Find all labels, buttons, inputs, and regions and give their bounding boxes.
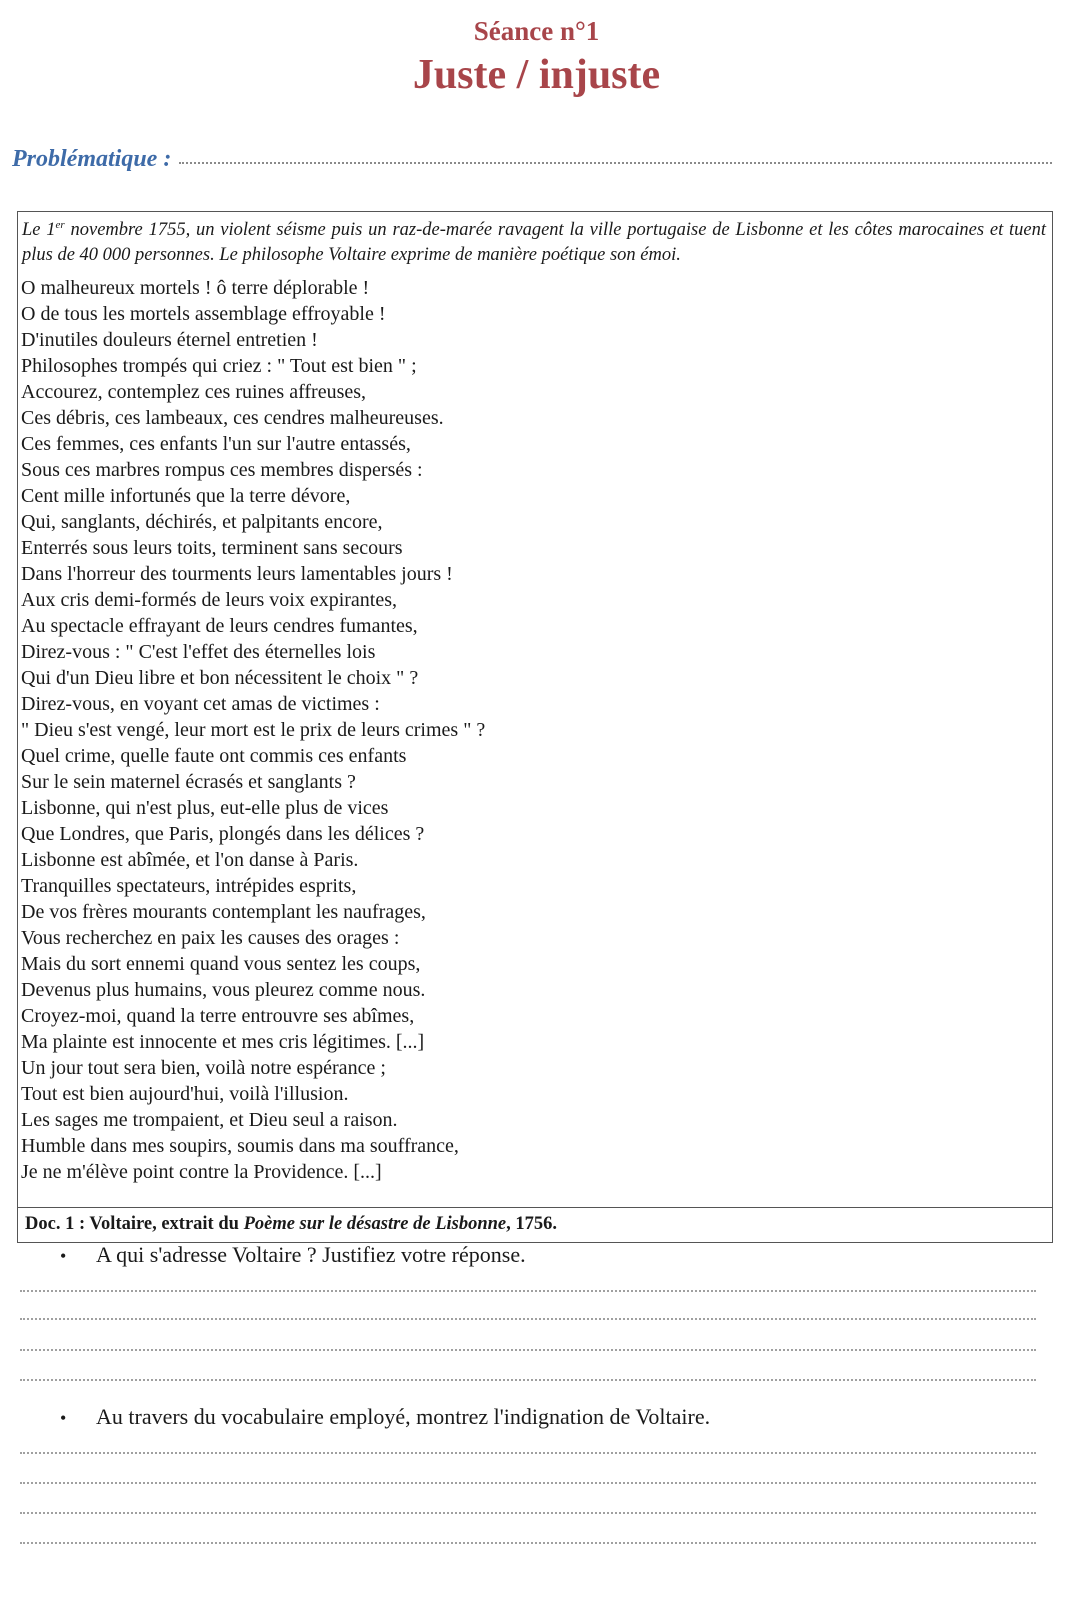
bullet-icon: • [60,1408,67,1428]
answer-line[interactable] [20,1290,1036,1292]
poem-line: Un jour tout sera bien, voilà notre espérance ; [21,1057,386,1079]
document-intro [22,218,1046,268]
poem-line: Accourez, contemplez ces ruines affreuses, [21,381,367,403]
poem-line: Les sages me trompaient, et Dieu seul a raison. [21,1109,398,1131]
poem-line: Croyez-moi, quand la terre entrouvre ses abîmes, [21,1005,415,1027]
poem-line: " Dieu s'est vengé, leur mort est le prix de leurs crimes " ? [21,719,486,741]
poem-line: Cent mille infortunés que la terre dévore, [21,485,351,507]
poem-line: Vous recherchez en paix les causes des orages : [21,927,400,949]
poem-line: Au spectacle effrayant de leurs cendres fumantes, [21,615,418,637]
poem-line: Aux cris demi-formés de leurs voix expirantes, [21,589,398,611]
problematique-row [12,146,1052,173]
answer-line[interactable] [20,1318,1036,1320]
poem-line: Qui, sanglants, déchirés, et palpitants encore, [21,511,383,533]
problematique-label: Problématique : [12,146,172,172]
poem-line: Direz-vous, en voyant cet amas de victimes : [21,693,380,715]
poem-line: Lisbonne, qui n'est plus, eut-elle plus de vices [21,797,389,819]
question-text: Au travers du vocabulaire employé, montrez l'indignation de Voltaire. [96,1404,711,1429]
poem-line: De vos frères mourants contemplant les naufrages, [21,901,426,923]
poem-line: Ces femmes, ces enfants l'un sur l'autre entassés, [21,433,411,455]
answer-line[interactable] [20,1482,1036,1484]
poem-line: Tout est bien aujourd'hui, voilà l'illusion. [21,1083,349,1105]
page-title: Juste / injuste [412,52,661,98]
poem-line: Tranquilles spectateurs, intrépides esprits, [21,875,357,897]
intro-text: novembre 1755, un violent séisme puis un raz-de-marée ravagent la ville portugaise de Lisbonne et les côtes marocaines et tuent plus de 40 000 personnes. Le philosophe Voltaire exprime de manière poétique son émoi. [22,220,1046,265]
poem-line: D'inutiles douleurs éternel entretien ! [21,329,318,351]
session-number: Séance n°1 [473,16,600,46]
caption-suffix: , 1756. [506,1214,558,1234]
poem-line: O de tous les mortels assemblage effroyable ! [21,303,386,325]
poem-line: Enterrés sous leurs toits, terminent sans secours [21,537,403,559]
intro-superscript: er [55,218,65,231]
caption-prefix: Doc. 1 : Voltaire, extrait du [25,1214,244,1234]
poem-line: Lisbonne est abîmée, et l'on danse à Paris. [21,849,359,871]
poem-line: Ces débris, ces lambeaux, ces cendres malheureuses. [21,407,444,429]
poem-line: Philosophes trompés qui criez : " Tout est bien " ; [21,355,417,377]
poem-line: Ma plainte est innocente et mes cris légitimes. [...] [21,1031,425,1053]
poem-line: Sur le sein maternel écrasés et sanglants ? [21,771,356,793]
question-1 [60,1240,526,1271]
answer-line[interactable] [20,1512,1036,1514]
answer-line[interactable] [20,1349,1036,1351]
poem-line: Devenus plus humains, vous pleurez comme nous. [21,979,426,1001]
poem-line: Je ne m'élève point contre la Providence. [...] [21,1161,382,1183]
poem-line: Qui d'un Dieu libre et bon nécessitent le choix " ? [21,667,419,689]
poem-line: Direz-vous : " C'est l'effet des éternelles lois [21,641,376,663]
caption-work-title: Poème sur le désastre de Lisbonne [243,1214,507,1234]
problematique-answer-line[interactable] [179,161,1052,164]
document-box [17,211,1053,1243]
poem-line: Quel crime, quelle faute ont commis ces enfants [21,745,407,767]
answer-line[interactable] [20,1542,1036,1544]
poem-line: Humble dans mes soupirs, soumis dans ma souffrance, [21,1135,459,1157]
intro-day: Le 1 [22,220,56,240]
poem-line: Dans l'horreur des tourments leurs lamentables jours ! [21,563,453,585]
question-text: A qui s'adresse Voltaire ? Justifiez votre réponse. [96,1242,526,1267]
poem-line: Mais du sort ennemi quand vous sentez les coups, [21,953,421,975]
page-header [0,14,1073,100]
answer-line[interactable] [20,1452,1036,1454]
poem-line: O malheureux mortels ! ô terre déplorable ! [21,277,370,299]
poem-line: Que Londres, que Paris, plongés dans les délices ? [21,823,425,845]
bullet-icon: • [60,1246,67,1266]
document-caption [18,1207,1052,1242]
poem-text [21,275,1021,1185]
question-2 [60,1402,710,1433]
answer-line[interactable] [20,1379,1036,1381]
poem-line: Sous ces marbres rompus ces membres dispersés : [21,459,423,481]
